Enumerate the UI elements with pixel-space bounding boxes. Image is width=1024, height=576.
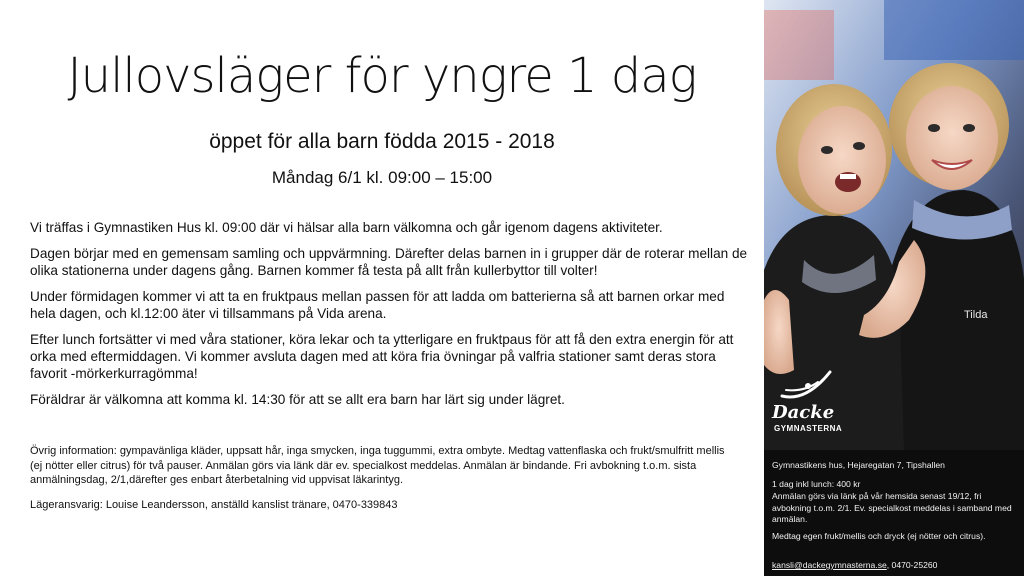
- other-information: Övrig information: gympavänliga kläder, uppsatt hår, inga smycken, inga tuggummi, extra ombyte. Medtag vattenflaska och frukt/smulfritt mellis (ej nötter eller citrus) för två pauser. Anmälan görs via länk där ev. specialkost meddelas. Anmälan är bindande. Fri avbokning t.o.m. sista anmälningsdag, 2/1,därefter ges enbart återbetalning vid uppvisat läkarintyg.: [30, 445, 725, 486]
- date-time-line: Måndag 6/1 kl. 09:00 – 15:00: [271, 168, 493, 187]
- side-panel: [764, 0, 1024, 576]
- gymnast-logo-icon: [778, 368, 838, 402]
- email-link[interactable]: kansli@dackegymnasterna.se: [772, 560, 887, 570]
- phone-number: , 0470-25260: [886, 560, 938, 570]
- children-photo: [764, 0, 1024, 450]
- poster-subtitle: öppet för alla barn födda 2015 - 2018: [209, 130, 555, 153]
- info-contact: [772, 560, 1020, 572]
- info-bring: Medtag egen frukt/mellis och dryck (ej nötter och citrus).: [772, 531, 986, 541]
- dacke-logo: [772, 368, 862, 438]
- paragraph-afternoon: Efter lunch fortsätter vi med våra stationer, köra lekar och ta ytterligare en fruktpaus för att få den extra energin för att orka med eftermiddagen. Vi kommer avsluta dagen med att köra fria övningar på valfria stationer samt deras stora favorit -mörkerkurragömma!: [30, 332, 734, 381]
- logo-subtitle: GYMNASTERNA: [774, 424, 843, 433]
- paragraph-arrival: Vi träffas i Gymnastiken Hus kl. 09:00 där vi hälsar alla barn välkomna och går igenom dagens aktiviteter.: [30, 220, 663, 235]
- paragraph-schedule: Dagen börjar med en gemensam samling och uppvärmning. Därefter delas barnen in i grupper där de roterar mellan de olika stationerna under dagens gång. Barnen kommer få testa på allt från kullerbyttor till volter!: [30, 246, 748, 278]
- paragraph-parents: Föräldrar är välkomna att komma kl. 14:30 för att se allt era barn har lärt sig under lägret.: [30, 392, 565, 407]
- logo-name: Dacke: [772, 402, 835, 423]
- camp-leader: Lägeransvarig: Louise Leandersson, anställd kanslist tränare, 0470-339843: [30, 498, 398, 511]
- info-registration: Anmälan görs via länk på vår hemsida senast 19/12, fri avbokning t.o.m. 2/1. Ev. specialkost meddelas i samband med anmälan.: [772, 491, 1012, 524]
- poster-title: Jullovsläger för yngre 1 dag: [67, 48, 697, 104]
- fine-print: [30, 444, 730, 522]
- description-body: [30, 219, 750, 417]
- paragraph-morning: Under förmidagen kommer vi att ta en fruktpaus mellan passen för att ladda om batterierna så att barnen orkar med hela dagen, och kl.12:00 äter vi tillsammans på Vida arena.: [30, 289, 725, 321]
- info-box: [764, 450, 1024, 576]
- info-location: Gymnastikens hus, Hejaregatan 7, Tipshallen: [772, 460, 945, 470]
- info-price: 1 dag inkl lunch: 400 kr: [772, 479, 861, 489]
- jersey-name-text: Tilda: [964, 309, 988, 321]
